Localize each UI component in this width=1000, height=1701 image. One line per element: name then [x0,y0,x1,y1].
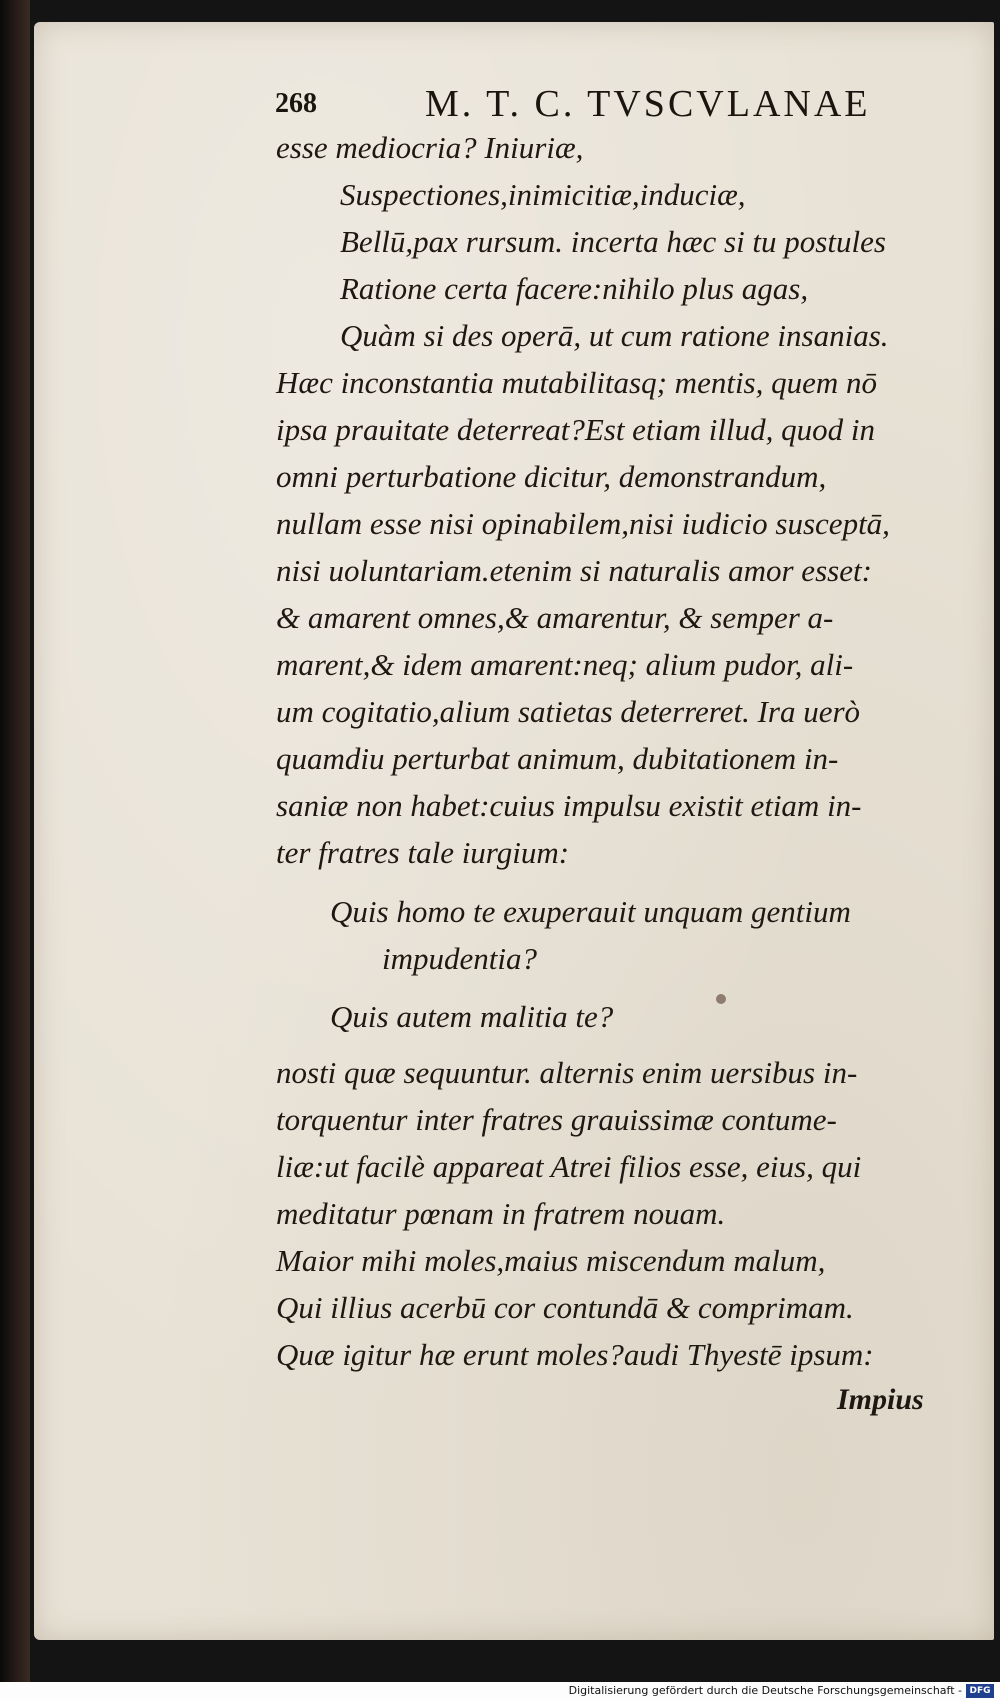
text-line: Maior mihi moles,maius miscendum malum, [276,1243,826,1278]
footer-credit: Digitalisierung gefördert durch die Deutsche Forschungsgemeinschaft - [568,1684,962,1697]
running-head: M. T. C. TVSCVLANAE [425,83,871,125]
text-line: omni perturbatione dicitur, demonstrandum, [276,459,827,494]
text-line: Ratione certa facere:nihilo plus agas, [340,271,809,306]
text-line: esse mediocria? Iniuriæ, [276,130,584,165]
text-line: quamdiu perturbat animum, dubitationem in- [276,741,839,776]
text-line: nosti quæ sequuntur. alternis enim uersibus in- [276,1055,858,1090]
text-line: nullam esse nisi opinabilem,nisi iudicio susceptā, [276,506,890,541]
text-line: Bellū,pax rursum. incerta hæc si tu postules [340,224,886,259]
text-line: Hæc inconstantia mutabilitasq; mentis, quem nō [276,365,878,400]
text-line: & amarent omnes,& amarentur, & semper a- [276,600,834,635]
text-line: Quis homo te exuperauit unquam gentium [330,894,851,929]
text-line: Quis autem malitia te? [330,999,614,1034]
text-line: Qui illius acerbū cor contundā & comprimam. [276,1290,854,1325]
text-line: torquentur inter fratres grauissimæ contume- [276,1102,837,1137]
text-line: marent,& idem amarent:neq; alium pudor, ali- [276,647,854,682]
text-line: meditatur pœnam in fratrem nouam. [276,1196,726,1231]
text-line: liæ:ut facilè appareat Atrei filios esse, eius, qui [276,1149,862,1184]
ink-spot [716,994,726,1004]
dfg-logo: DFG [966,1684,994,1698]
text-line: Quæ igitur hæ erunt moles?audi Thyestē ipsum: [276,1337,874,1372]
text-line: nisi uoluntariam.etenim si naturalis amor esset: [276,553,872,588]
text-line: impudentia? [382,941,537,976]
text-line: saniæ non habet:cuius impulsu existit etiam in- [276,788,862,823]
page-number: 268 [275,88,317,119]
text-line: ter fratres tale iurgium: [276,835,570,870]
text-line: um cogitatio,alium satietas deterreret. Ira uerò [276,694,861,729]
text-line: Suspectiones,inimicitiæ,induciæ, [340,177,746,212]
text-line: Quàm si des operā, ut cum ratione insanias. [340,318,889,353]
catchword: Impius [837,1383,924,1416]
text-line: ipsa prauitate deterreat?Est etiam illud, quod in [276,412,876,447]
